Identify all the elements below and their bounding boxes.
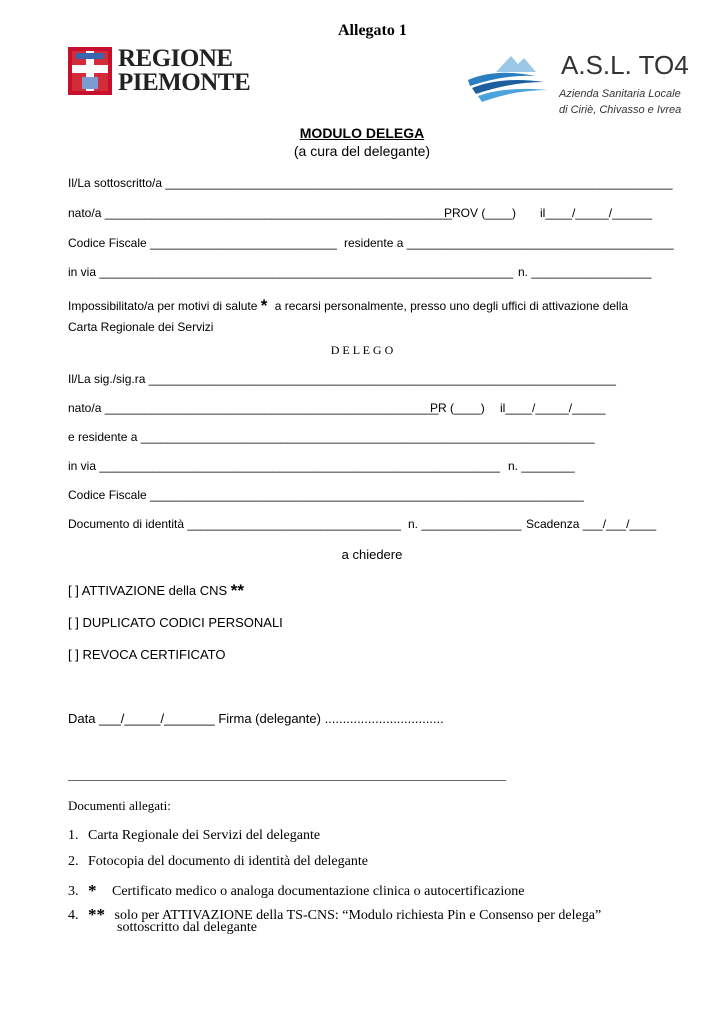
asl-subtitle-1: Azienda Sanitaria Locale: [559, 88, 681, 100]
delego-heading: D E L E G O: [330, 343, 394, 357]
option-duplicato-label: [ ] DUPLICATO CODICI PERSONALI: [68, 615, 283, 630]
impossibilitato-part1: Impossibilitato/a per motivi di salute: [68, 299, 258, 313]
delegato-nato-field[interactable]: nato/a __________________________________________________: [68, 401, 439, 415]
form-title: MODULO DELEGA: [299, 125, 425, 141]
nascita-date-field[interactable]: il____/_____/______: [540, 206, 653, 220]
asterisk-mark: *: [260, 296, 268, 315]
separator-line: _________________________________________________________________________: [68, 768, 506, 782]
regione-piemonte-logo: [68, 45, 251, 97]
documenti-label: Documenti allegati:: [68, 798, 171, 813]
asl-title: A.S.L. TO4: [561, 50, 689, 80]
delegato-via-field[interactable]: in via ____________________________________________________________: [68, 459, 500, 473]
impossibilitato-text: [68, 295, 628, 315]
documento-text: Carta Regionale dei Servizi del delegante: [88, 828, 321, 843]
codice-fiscale-field[interactable]: Codice Fiscale ____________________________: [68, 236, 337, 250]
residente-field[interactable]: residente a ________________________________________: [344, 236, 674, 250]
documento-item: [68, 828, 320, 844]
prov-field[interactable]: PROV (____): [444, 206, 517, 220]
allegato-label: Allegato 1: [338, 22, 407, 39]
option-revoca[interactable]: [68, 647, 225, 662]
carta-regionale-text: Carta Regionale dei Servizi: [68, 320, 214, 334]
documento-item: [68, 880, 524, 900]
delegato-residente-field[interactable]: e residente a ____________________________________________________________________: [68, 430, 595, 444]
asl-subtitle-2: di Ciriè, Chivasso e Ivrea: [559, 104, 682, 116]
documento-num: 3.: [68, 884, 79, 899]
documento-item: [68, 854, 368, 870]
double-asterisk-mark: **: [88, 905, 105, 924]
asterisk-mark: *: [88, 881, 97, 900]
documento-numero-field[interactable]: n. _______________: [408, 517, 522, 531]
delegato-civico-field[interactable]: n. ________: [508, 459, 575, 473]
via-field[interactable]: in via ______________________________________________________________: [68, 265, 514, 279]
documento-text: solo per ATTIVAZIONE della TS-CNS: “Modulo richiesta Pin e Consenso per delega”: [114, 908, 602, 923]
documento-text: Certificato medico o analoga documentazione clinica o autocertificazione: [112, 884, 525, 899]
form-subtitle: (a cura del delegante): [293, 143, 431, 159]
documento-num: 1.: [68, 828, 79, 843]
delegato-pr-field[interactable]: PR (____): [430, 401, 485, 415]
option-attivazione[interactable]: [68, 580, 244, 600]
documento-text: Fotocopia del documento di identità del delegante: [88, 854, 368, 869]
option-attivazione-label: [ ] ATTIVAZIONE della CNS: [68, 583, 228, 598]
impossibilitato-part2: a recarsi personalmente, presso uno degli uffici di attivazione della: [274, 299, 629, 313]
documento-num: 4.: [68, 908, 79, 923]
option-duplicato[interactable]: [68, 615, 283, 630]
regione-line2: PIEMONTE: [118, 69, 251, 96]
delegato-codice-fiscale-field[interactable]: Codice Fiscale _________________________________________________________________: [68, 488, 584, 502]
double-asterisk-mark: **: [230, 581, 245, 600]
nato-a-field[interactable]: nato/a ____________________________________________________: [68, 206, 452, 220]
a-chiedere-heading: a chiedere: [341, 547, 403, 562]
delegato-date-field[interactable]: il____/_____/_____: [500, 401, 606, 415]
mountain-waves-icon: [466, 50, 556, 110]
option-revoca-label: [ ] REVOCA CERTIFICATO: [68, 647, 226, 662]
documento-text-continued: sottoscritto dal delegante: [117, 920, 257, 935]
scadenza-field[interactable]: Scadenza ___/___/____: [526, 517, 657, 531]
civico-field[interactable]: n. __________________: [518, 265, 652, 279]
regione-shield-icon: [68, 47, 112, 95]
documento-num: 2.: [68, 854, 79, 869]
regione-line1: REGIONE: [118, 45, 233, 72]
asl-to4-logo: [466, 50, 689, 130]
sottoscritto-field[interactable]: Il/La sottoscritto/a ____________________________________________________________________________: [68, 176, 673, 190]
data-firma-field[interactable]: Data ___/_____/_______ Firma (delegante) .................................: [68, 711, 444, 726]
documento-identita-field[interactable]: Documento di identità ________________________________: [68, 517, 401, 531]
delegato-nome-field[interactable]: Il/La sig./sig.ra ______________________________________________________________________: [68, 372, 616, 386]
